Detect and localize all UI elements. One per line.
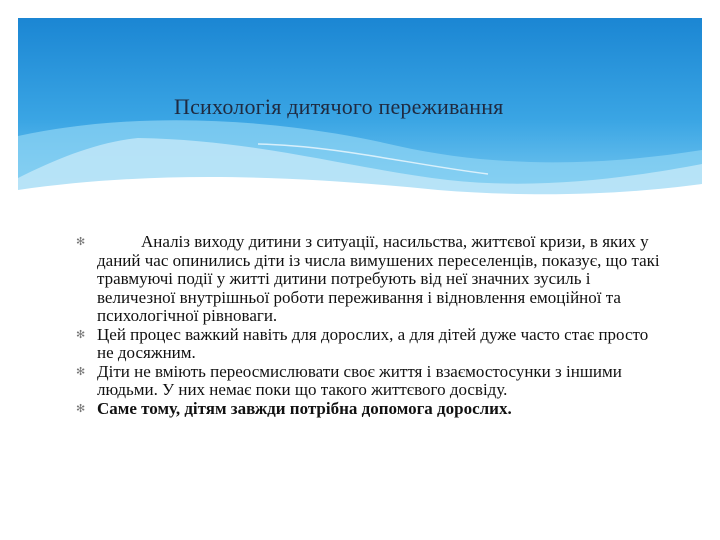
title-banner [18,18,702,203]
bullet-item [76,400,666,419]
bullet-item [76,363,666,400]
bullet-item [76,233,666,326]
asterisk-bullet-icon: ✻ [76,236,86,248]
bullet-list [76,233,666,418]
bullet-text: Діти не вміють переосмислювати своє життя і взаємостосунки з іншими людьми. У них немає поки що такого життєвого досвіду. [97,361,622,399]
asterisk-bullet-icon: ✻ [76,328,86,341]
asterisk-bullet-icon: ✻ [76,402,86,415]
asterisk-bullet-icon: ✻ [76,365,86,378]
slide-title: Психологія дитячого переживання [174,94,504,119]
bullet-item [76,326,666,363]
bullet-text: Аналіз виходу дитини з ситуації, насильства, життєвої кризи, в яких у даний час опинились діти із числа вимушених переселенців, показує, що такі травмуючі події у житті дитини потребують від неї значних зусиль і величезної внутрішньої роботи переживання і відновлення емоційної та психологічної рівноваги. [97,232,660,325]
bullet-text: Саме тому, дітям завжди потрібна допомога дорослих. [97,398,512,418]
bullet-text: Цей процес важкий навіть для дорослих, а для дітей дуже часто стає просто не досяжним. [97,324,649,362]
